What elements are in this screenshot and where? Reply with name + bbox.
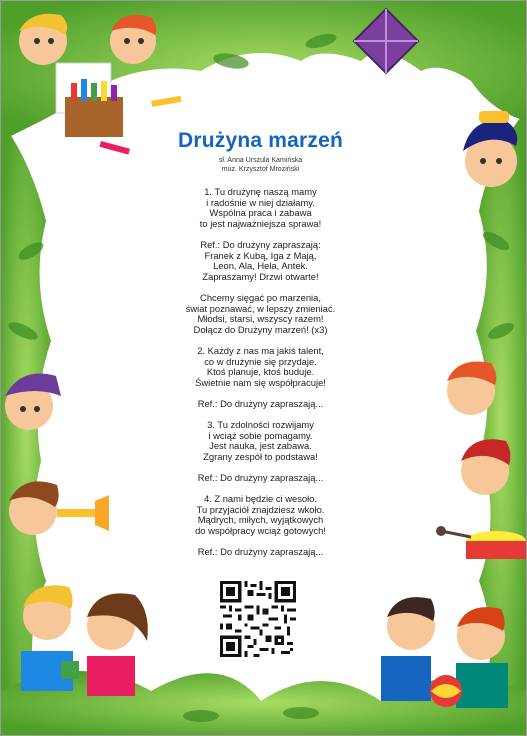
lyric-line: Ref.: Do drużyny zapraszają...: [197, 546, 324, 558]
lyrics: [1, 187, 520, 568]
qr-code-icon[interactable]: [220, 581, 296, 657]
lyric-line: Leon, Ala, Hela, Antek.: [213, 260, 308, 272]
lyric-line: i radośnie w niej działamy.: [206, 196, 315, 208]
lyric-line: i wciąż sobie pomagamy.: [208, 429, 313, 441]
stanza-3: [1, 420, 520, 462]
song-title: Drużyna marzeń: [177, 129, 344, 152]
refrain-continuation: [1, 293, 520, 335]
lyric-line: Tu przyjaciół znajdziesz wkoło.: [196, 503, 325, 515]
lyric-line: Chcemy sięgać po marzenia,: [200, 291, 321, 303]
lyric-line: Świetnie nam się współpracuje!: [195, 376, 326, 388]
lyric-line: do współpracy wciąż gotowych!: [195, 525, 326, 536]
lyric-line: 2. Każdy z nas ma jakiś talent,: [197, 344, 324, 356]
lyric-line: Ref.: Do drużyny zapraszają...: [197, 472, 324, 484]
lyric-line: Wspólna praca i zabawa: [209, 207, 312, 219]
bottom-right-kids-illustration: [381, 597, 508, 708]
stanza-4: [1, 494, 520, 536]
lyric-line: co w drużynie się przydaje.: [204, 355, 317, 367]
lyric-line: Jest nauka, jest zabawa.: [209, 440, 312, 452]
refrain: [1, 240, 520, 282]
lyric-line: 1. Tu drużynę naszą mamy: [204, 186, 317, 197]
lyric-line: Zapraszamy! Drzwi otwarte!: [202, 270, 319, 282]
lyric-line: świat poznawać, w lepszy zmieniać.: [185, 302, 336, 314]
stanza-1: [1, 187, 520, 229]
refrain-short: [1, 547, 520, 558]
lyric-line: Ref.: Do drużyny zapraszają...: [197, 397, 324, 409]
lyric-line: Franek z Kubą, Iga z Mają,: [204, 249, 317, 261]
stanza-2: [1, 346, 520, 388]
lyric-line: Ktoś planuje, ktoś buduje.: [206, 366, 315, 378]
lyric-line: Mądrych, miłych, wyjątkowych: [197, 514, 324, 526]
lyric-line: 4. Z nami będzie ci wesoło.: [203, 493, 318, 505]
ball-icon: [430, 675, 462, 707]
lyrics-credit: sł. Anna Urszula Kamińska: [218, 157, 303, 164]
lyric-line: Młodsi, starsi, wszyscy razem!: [197, 313, 324, 325]
lyric-line: to jest najważniejsza sprawa!: [199, 217, 322, 229]
music-credit: muz. Krzysztof Mroziński: [221, 166, 300, 173]
lyric-line: Zgrany zespół to podstawa!: [203, 450, 318, 462]
lyric-line: 3. Tu zdolności rozwijamy: [207, 419, 314, 431]
refrain-short: [1, 473, 520, 484]
lyric-line: Ref.: Do drużyny zapraszają:: [200, 238, 321, 250]
lyric-line: Dołącz do Drużyny marzeń! (x3): [193, 323, 328, 335]
refrain-short: [1, 399, 520, 410]
